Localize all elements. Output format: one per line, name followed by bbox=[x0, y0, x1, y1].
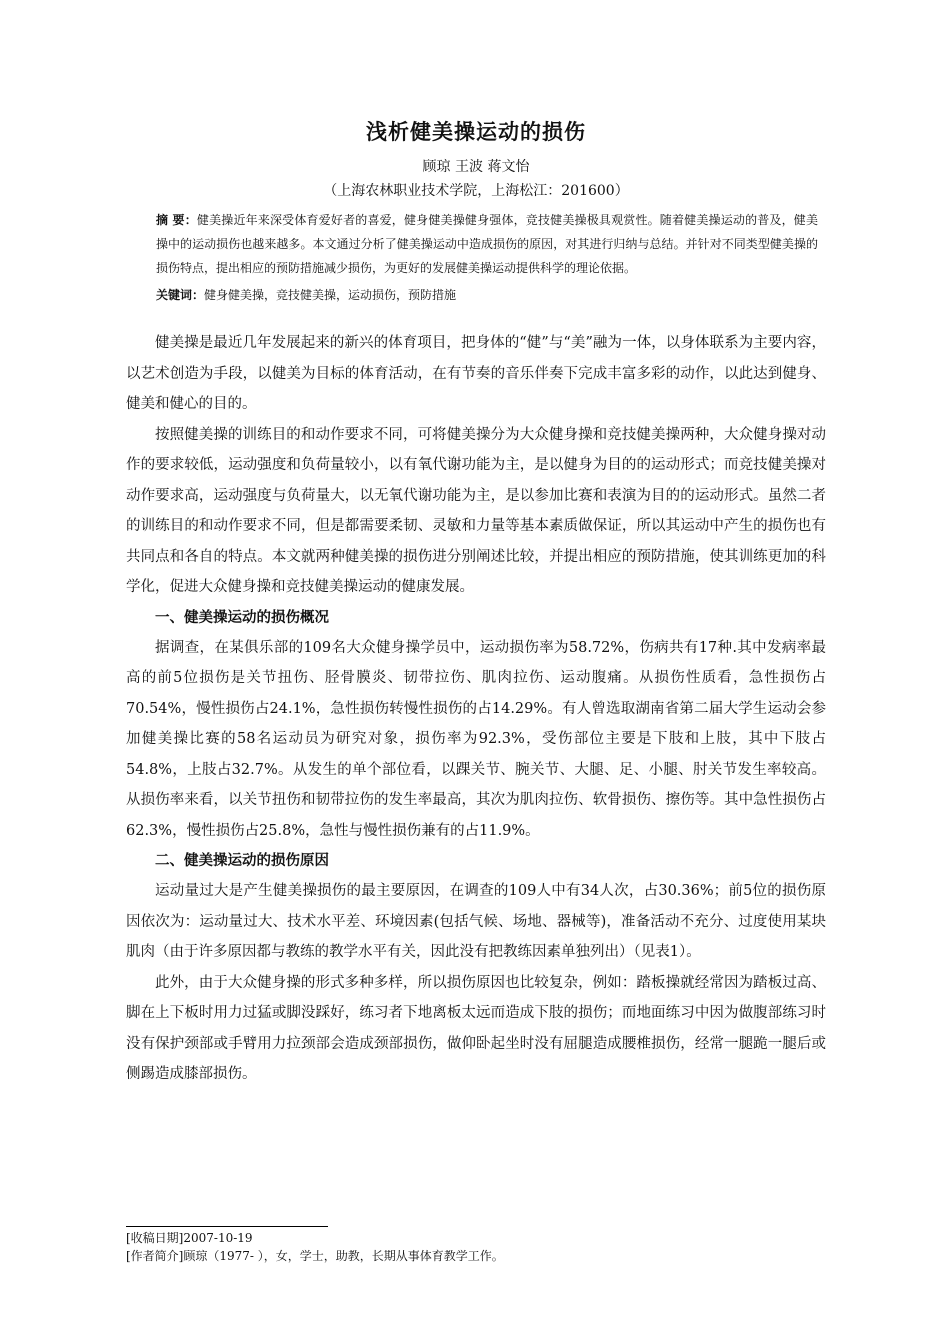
section-heading: 一、健美操运动的损伤概况 bbox=[155, 609, 329, 626]
keywords-label: 关键词： bbox=[156, 288, 205, 302]
section-heading: 二、健美操运动的损伤原因 bbox=[155, 853, 329, 869]
footnotes bbox=[126, 1226, 826, 1265]
body-paragraph: 运动量过大是产生健美操损伤的最主要原因，在调查的109人中有34人次，占30.36%；前5位的损伤原因依次为：运动量过大、技术水平差、环境因素(包括气候、场地、器械等)，准备活动不充分、过度使用某块肌肉（由于许多原因都与教练的教学水平有关，因此没有把教练因素单独列出）（见表1）。 bbox=[126, 883, 826, 960]
authors: 顾琼 王波 蒋文怡 bbox=[422, 159, 530, 175]
abstract-text: 健美操近年来深受体育爱好者的喜爱，健身健美操健身强体，竞技健美操极具观赏性。随着健美操运动的普及，健美操中的运动损伤也越来越多。本文通过分析了健美操运动中造成损伤的原因，对其进行归纳与总结。并针对不同类型健美操的损伤特点，提出相应的预防措施减少损伤，为更好的发展健美操运动提供科学的理论依据。 bbox=[156, 213, 818, 275]
paper-page bbox=[126, 100, 826, 1090]
abstract bbox=[156, 208, 826, 280]
keywords bbox=[156, 284, 826, 306]
keywords-text: 健身健美操，竞技健美操，运动损伤，预防措施 bbox=[204, 288, 457, 302]
paper-title: 浅析健美操运动的损伤 bbox=[366, 120, 586, 144]
body-paragraph: 健美操是最近几年发展起来的新兴的体育项目，把身体的“健”与“美”融为一体，以身体联系为主要内容，以艺术创造为手段，以健美为目标的体育活动，在有节奏的音乐伴奏下完成丰富多彩的动作，以此达到健身、健美和健心的目的。 bbox=[126, 335, 826, 412]
footnote-rule bbox=[126, 1226, 328, 1227]
body-paragraph: 此外，由于大众健身操的形式多种多样，所以损伤原因也比较复杂，例如：踏板操就经常因为踏板过高、脚在上下板时用力过猛或脚没踩好，练习者下地离板太远而造成下肢的损伤；而地面练习中因为做腹部练习时没有保护颈部或手臂用力拉颈部会造成颈部损伤，做仰卧起坐时没有屈腿造成腰椎损伤，经常一腿跪一腿后或侧踢造成膝部损伤。 bbox=[126, 974, 826, 1082]
body-paragraph: 据调查，在某俱乐部的109名大众健身操学员中，运动损伤率为58.72%，伤病共有17种.其中发病率最高的前5位损伤是关节扭伤、胫骨膜炎、韧带拉伤、肌肉拉伤、运动腹痛。从损伤性质看，急性损伤占70.54%，慢性损伤占24.1%，急性损伤转慢性损伤的占14.29%。有人曾选取湖南省第二届大学生运动会参加健美操比赛的58名运动员为研究对象，损伤率为92.3%，受伤部位主要是下肢和上肢，其中下肢占54.8%，上肢占32.7%。从发生的单个部位看，以踝关节、腕关节、大腿、足、小腿、肘关节发生率较高。从损伤率来看，以关节扭伤和韧带拉伤的发生率最高，其次为肌肉拉伤、软骨损伤、擦伤等。其中急性损伤占62.3%，慢性损伤占25.8%，急性与慢性损伤兼有的占11.9%。 bbox=[126, 639, 826, 839]
affiliation: （上海农林职业技术学院，上海松江：201600） bbox=[323, 183, 629, 199]
abstract-label: 摘 要： bbox=[156, 213, 197, 227]
body-paragraph: 按照健美操的训练目的和动作要求不同，可将健美操分为大众健身操和竞技健美操两种，大众健身操对动作的要求较低，运动强度和负荷量较小，以有氧代谢功能为主，是以健身为目的的运动形式；而竞技健美操对动作要求高，运动强度与负荷量大，以无氧代谢功能为主，是以参加比赛和表演为目的的运动形式。虽然二者的训练目的和动作要求不同，但是都需要柔韧、灵敏和力量等基本素质做保证，所以其运动中产生的损伤也有共同点和各自的特点。本文就两种健美操的损伤进分别阐述比较，并提出相应的预防措施，使其训练更加的科学化，促进大众健身操和竞技健美操运动的健康发展。 bbox=[126, 426, 826, 595]
footnote-author-bio: [作者简介]顾琼（1977- ），女，学士，助教，长期从事体育教学工作。 bbox=[126, 1249, 504, 1263]
footnote-received: [收稿日期]2007-10-19 bbox=[126, 1231, 253, 1245]
